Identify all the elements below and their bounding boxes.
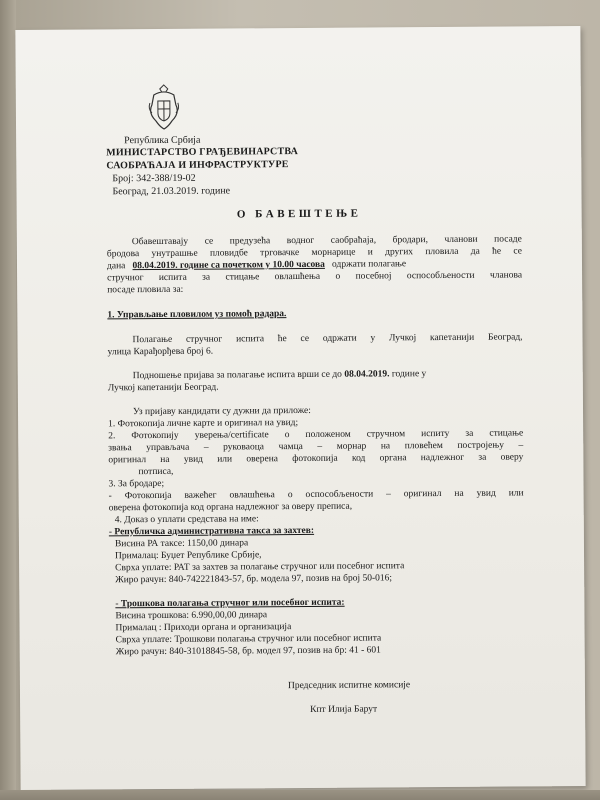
requirement-2-line-1: 2. Фотокопију уверења/certificate о положеном стручном испиту за стицање (108, 428, 524, 442)
fee1-recipient: Прималац: Буџет Републике Србије, (114, 550, 262, 562)
requirement-4: 4. Доказ о уплати средстава на име: (114, 514, 259, 526)
republic-label: Република Србија (124, 134, 201, 147)
exam-date-time: 08.04.2019. године са почетком у 10.00 часова (132, 259, 325, 272)
fee2-heading: - Трошкова полагања стручног или посебног испита: (115, 597, 345, 610)
fee2-purpose: Сврха уплате: Трошкови полагања стручног или посебног испита (115, 633, 382, 646)
coat-of-arms-icon (146, 83, 182, 131)
intro-line-1: Обавештавају се предузећа водног саобраћаја, бродари, чланови посаде (131, 234, 522, 248)
intro-line-5: посаде пловила за: (107, 284, 184, 296)
fee1-heading: - Републичка административна такса за захтев: (108, 525, 315, 538)
application-line-2: Лучкој капетанији Београд. (107, 382, 219, 394)
fee1-account: Жиро рачун: 840-742221843-57, бр. модела 97, позив на број 50-016; (115, 573, 393, 586)
fee2-recipient: Прималац : Приходи органа и организација (115, 622, 292, 634)
requirement-2-line-2: звања управљача – руковаоца чамца – морнар на пловећем постројењу – (108, 440, 524, 454)
requirements-intro: Уз пријаву кандидати су дужни да приложе: (132, 405, 311, 418)
requirement-2-line-4: потписа, (138, 466, 174, 478)
signature-name: Кпт Илија Барут (310, 704, 378, 715)
place-date: Београд, 21.03.2019. године (112, 185, 231, 198)
section-radar: 1. Управљање пловилом уз помоћ радара. (107, 309, 287, 321)
requirement-1: 1. Фотокопија личне карте и оригинал на увид; (108, 418, 299, 430)
requirement-3-line-2: оверена фотокопија код органа надлежног за оверу преписа, (108, 501, 353, 514)
intro-day-label: дана (106, 261, 126, 272)
application-suffix: године у (391, 369, 427, 380)
requirement-3-line-1: - Фотокопија важећег овлашћења о оспособљености – оригинал на увид или (108, 488, 524, 502)
requirement-2-line-3: оригинал на увид или оверена фотокопија код органа надлежног за оверу (108, 452, 524, 466)
intro-hold-text: одржати полагање (332, 259, 407, 270)
fee1-purpose: Сврха уплате: РАТ за захтев за полагање стручног или посебног испита (115, 561, 405, 574)
bulletin-board-edge (0, 0, 16, 800)
board-bottom-edge (0, 790, 600, 800)
fee2-amount: Висина трошкова: 6.990,00,00 динара (115, 610, 268, 622)
ministry-line-2: САОБРАЋАЈА И ИНФРАСТРУКТУРЕ (106, 159, 289, 172)
location-line-2: улица Карађорђева број 6. (107, 346, 214, 358)
document-title: О БАВЕШТЕЊЕ (236, 207, 362, 221)
notice-document (15, 26, 585, 790)
fee2-account: Жиро рачун: 840-31018845-58, бр. модел 97, позив на бр: 41 - 601 (115, 645, 381, 658)
intro-line-4: стручног испита за стицање овлашћења о посебној оспособљености чланова (107, 270, 523, 284)
application-text: Подношење пријава за полагање испита врши се до (132, 369, 342, 382)
requirement-3: 3. За бродаре; (108, 478, 165, 490)
intro-line-2: бродова унутрашње пловидбе трговачке морнарице и других пловила да ће се (106, 246, 522, 260)
document-number: Број: 342-388/19-02 (112, 172, 196, 185)
fee1-amount: Висина РА таксе: 1150,00 динара (114, 538, 249, 550)
application-deadline: 08.04.2019. (344, 369, 390, 380)
ministry-line-1: МИНИСТАРСТВО ГРАЂЕВИНАРСТВА (106, 146, 299, 159)
location-line-1: Полагање стручног испита ће се одржати у Лучкој капетанији Београд, (132, 332, 523, 346)
signature-role: Председник испитне комисије (287, 680, 411, 692)
